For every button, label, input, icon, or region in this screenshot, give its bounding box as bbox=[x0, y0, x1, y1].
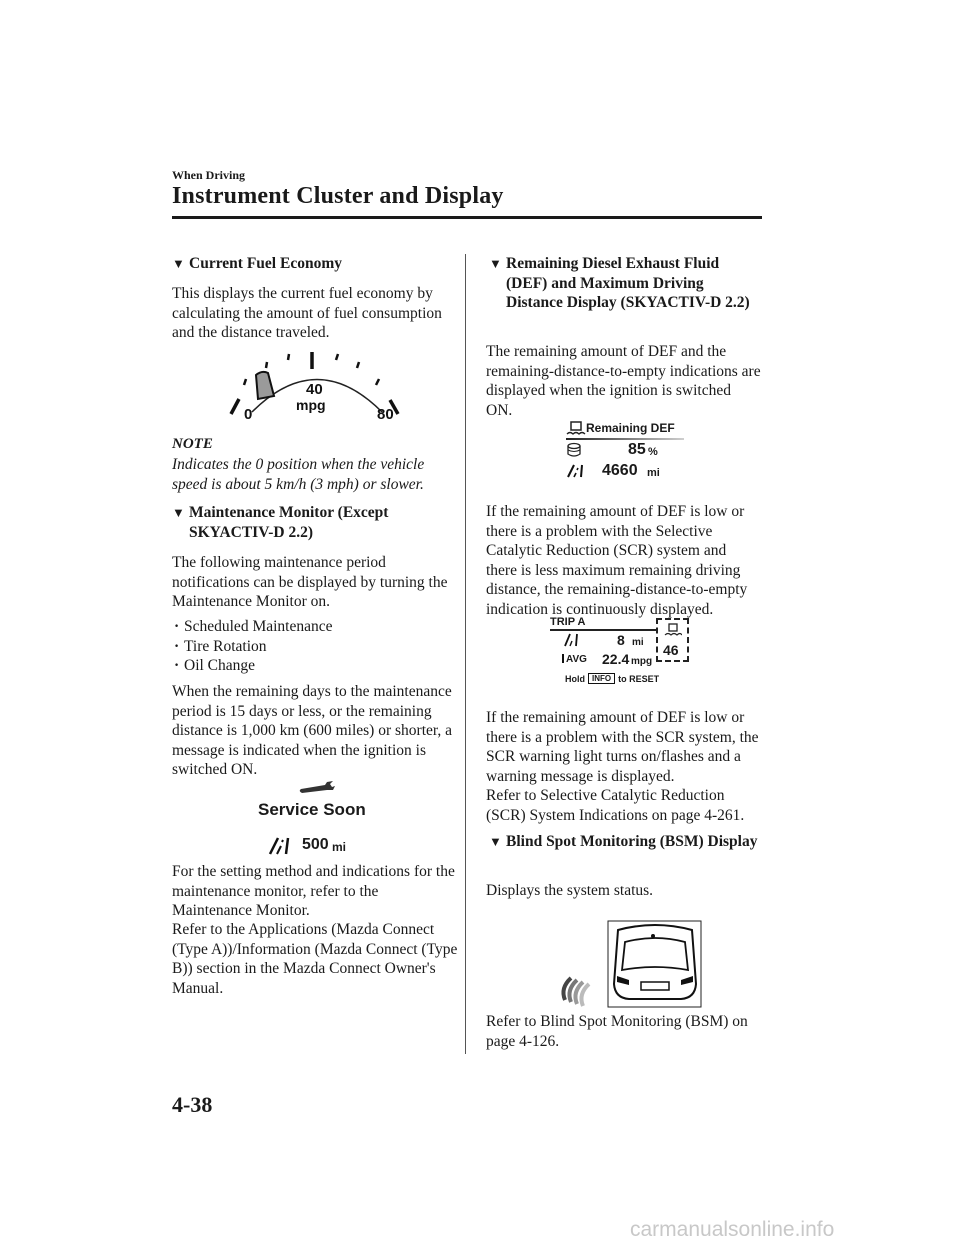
avg-value: 22.4 bbox=[602, 651, 630, 667]
def-percent-value: 85 bbox=[628, 441, 646, 458]
maintenance-reference-text: Refer to the Applications (Mazda Connect (Type A))/Information (Mazda Connect (Type B)) section in the Mazda Connect Owner's Manual. bbox=[172, 921, 458, 997]
road-distance-icon bbox=[566, 464, 586, 478]
info-button-label: INFO bbox=[588, 673, 615, 684]
maintenance-heading: ▼ Maintenance Monitor (Except SKYACTIV-D 2.2) bbox=[172, 504, 389, 541]
service-distance-value: 500 bbox=[302, 836, 329, 853]
avg-label: AVG bbox=[566, 654, 587, 665]
maintenance-list bbox=[172, 617, 457, 676]
gauge-tick bbox=[376, 379, 379, 385]
page-title: Instrument Cluster and Display bbox=[172, 183, 504, 209]
gauge-unit-label: mpg bbox=[296, 397, 326, 413]
triangle-bullet-icon: ▼ bbox=[172, 256, 185, 271]
def-percent-unit: % bbox=[648, 446, 658, 458]
def-indicator-value: 46 bbox=[663, 642, 679, 658]
title-divider bbox=[172, 216, 762, 219]
note-text: Indicates the 0 position when the vehicle speed is about 5 km/h (3 mph) or slower. bbox=[172, 456, 425, 493]
display-underline bbox=[550, 629, 656, 631]
page-number: 4-38 bbox=[172, 1092, 213, 1117]
list-item: · Oil Change bbox=[172, 656, 457, 676]
fuel-economy-body: This displays the current fuel economy by calculating the amount of fuel consumption and the distance traveled. bbox=[172, 285, 442, 341]
gauge-min-label: 0 bbox=[244, 406, 253, 423]
bsm-heading: ▼ Blind Spot Monitoring (BSM) Display bbox=[489, 833, 758, 850]
gauge-tick bbox=[357, 362, 359, 368]
gauge-tick bbox=[266, 362, 267, 368]
road-distance-icon bbox=[563, 633, 579, 647]
def-distance-unit: mi bbox=[647, 467, 660, 479]
gauge-mid-label: 40 bbox=[306, 381, 323, 398]
fuel-economy-gauge bbox=[222, 352, 412, 424]
hold-info-reset bbox=[565, 673, 659, 684]
trip-distance-value: 8 bbox=[617, 632, 625, 648]
def-body-2: If the remaining amount of DEF is low or there is a problem with the Selective Catalytic Reduction (SCR) system and there is less maximum remaining driving distance, the remaining-distance-to-empty indication is continuously displayed. bbox=[486, 503, 748, 618]
avg-marker-icon bbox=[562, 654, 564, 663]
gauge-tick bbox=[288, 354, 289, 360]
trip-distance-unit: mi bbox=[632, 637, 644, 648]
bsm-body-1: Displays the system status. bbox=[486, 882, 654, 899]
bsm-car-illustration bbox=[555, 918, 705, 1010]
maintenance-body: When the remaining days to the maintenance period is 15 days or less, or the remaining distance is 1,000 km (600 miles) or shorter, a message is indicated when the ignition is switched ON. bbox=[172, 683, 453, 778]
bsm-body-2: Refer to Blind Spot Monitoring (BSM) on page 4-126. bbox=[486, 1013, 748, 1050]
def-fluid-icon bbox=[664, 623, 682, 637]
display-underline bbox=[566, 438, 684, 440]
maintenance-intro: The following maintenance period notifications can be displayed by turning the Maintenance Monitor on. bbox=[172, 554, 448, 610]
list-item: · Tire Rotation bbox=[172, 637, 457, 657]
def-fluid-icon bbox=[566, 420, 586, 436]
def-tank-icon bbox=[566, 442, 582, 458]
def-heading: ▼ Remaining Diesel Exhaust Fluid (DEF) and Maximum Driving Distance Display (SKYACTIV-D 2.2) bbox=[489, 255, 750, 311]
service-soon-message: Service Soon bbox=[258, 800, 366, 819]
gauge-max-label: 80 bbox=[377, 406, 394, 423]
gauge-needle bbox=[256, 372, 274, 399]
def-body-4: Refer to Selective Catalytic Reduction (SCR) System Indications on page 4-261. bbox=[486, 787, 745, 824]
def-distance-value: 4660 bbox=[602, 462, 638, 479]
gauge-tick bbox=[244, 379, 246, 385]
section-label: When Driving bbox=[172, 168, 246, 182]
maintenance-setting-text: For the setting method and indications for the maintenance monitor, refer to the Maintenance Monitor. bbox=[172, 863, 455, 919]
remaining-def-title: Remaining DEF bbox=[586, 421, 675, 435]
list-item: · Scheduled Maintenance bbox=[172, 617, 457, 637]
fuel-economy-heading: ▼ Current Fuel Economy bbox=[172, 255, 342, 272]
road-distance-icon bbox=[266, 836, 296, 856]
triangle-bullet-icon: ▼ bbox=[489, 256, 502, 271]
column-divider bbox=[465, 254, 466, 1054]
bsm-warning-waves-icon bbox=[563, 978, 589, 1006]
wrench-icon bbox=[297, 778, 337, 798]
gauge-tick-0 bbox=[231, 399, 239, 414]
car-antenna bbox=[651, 934, 655, 938]
gauge-tick bbox=[336, 354, 338, 360]
hold-label: Hold bbox=[565, 673, 585, 684]
trip-a-title: TRIP A bbox=[550, 616, 586, 628]
watermark: carmanualsonline.info bbox=[630, 1218, 835, 1241]
reset-label: to RESET bbox=[618, 673, 660, 684]
triangle-bullet-icon: ▼ bbox=[172, 505, 185, 520]
avg-unit: mpg bbox=[631, 656, 653, 667]
note-label: NOTE bbox=[172, 436, 213, 452]
def-body-1: The remaining amount of DEF and the remaining-distance-to-empty indications are displayed when the ignition is switched ON. bbox=[486, 343, 761, 419]
def-body-3: If the remaining amount of DEF is low or there is a problem with the SCR system, the SCR warning light turns on/flashes and a warning message is displayed. bbox=[486, 709, 759, 785]
service-distance-unit: mi bbox=[332, 840, 347, 854]
triangle-bullet-icon: ▼ bbox=[489, 834, 502, 849]
